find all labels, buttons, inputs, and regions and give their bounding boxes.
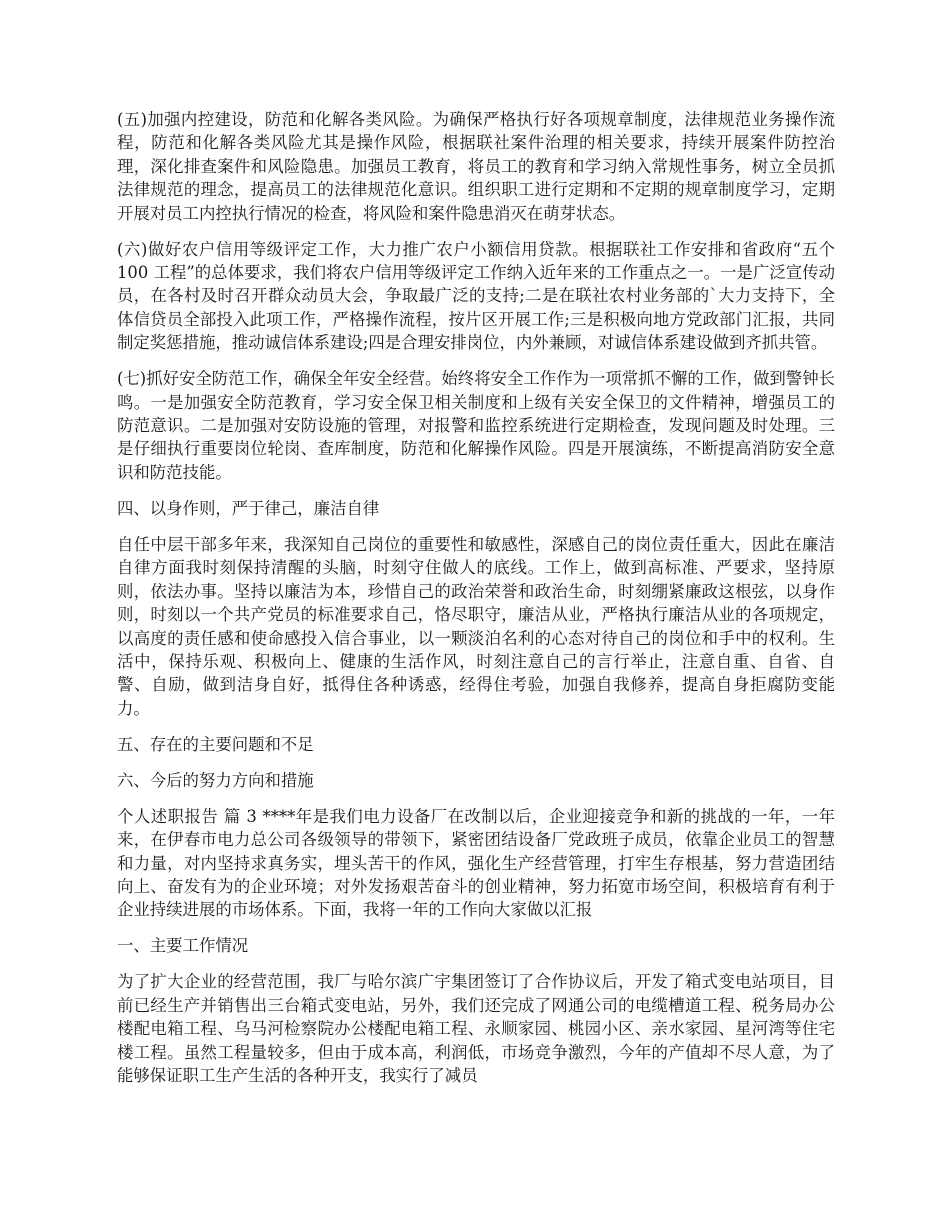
paragraph-credit-rating: (六)做好农户信用等级评定工作，大力推广农户小额信用贷款。根据联社工作安排和省政府“五个 100 工程”的总体要求，我们将农户信用等级评定工作纳入近年来的工作重点之一。一是广泛宣传动员，在各村及时召开群众动员大会，争取最广泛的支持;二是在联社农村业务部的`大力支持下，全体信贷员全部投入此项工作，严格操作流程，按片区开展工作;三是积极向地方党政部门汇报，共同制定奖惩措施，推动诚信体系建设;四是合理安排岗位，内外兼顾，对诚信体系建设做到齐抓共管。 xyxy=(117,239,835,353)
section-heading-main-work: 一、主要工作情况 xyxy=(117,936,249,956)
section-heading-future: 六、今后的努力方向和措施 xyxy=(117,770,314,790)
document-page xyxy=(117,108,835,1100)
paragraph-internal-control: (五)加强内控建设，防范和化解各类风险。为确保严格执行好各项规章制度，法律规范业务操作流程，防范和化解各类风险尤其是操作风险，根据联社案件治理的相关要求，持续开展案件防控治理，深化排查案件和风险隐患。加强员工教育，将员工的教育和学习纳入常规性事务，树立全员抓法律规范的理念，提高员工的法律规范化意识。组织职工进行定期和不定期的规章制度学习，定期开展对员工内控执行情况的检查，将风险和案件隐患消灭在萌芽状态。 xyxy=(117,110,835,223)
section-heading-problems: 五、存在的主要问题和不足 xyxy=(117,734,314,754)
paragraph-safety: (七)抓好安全防范工作，确保全年安全经营。始终将安全工作作为一项常抓不懈的工作，做到警钟长鸣。一是加强安全防范教育，学习安全保卫相关制度和上级有关安全保卫的文件精神，增强员工的防范意识。二是加强对安防设施的管理，对报警和监控系统进行定期检查，发现问题及时处理。三是仔细执行重要岗位轮岗、查库制度，防范和化解操作风险。四是开展演练，不断提高消防安全意识和防范技能。 xyxy=(117,369,835,482)
section-heading-integrity: 四、以身作则，严于律己，廉洁自律 xyxy=(117,498,380,518)
paragraph-main-work: 为了扩大企业的经营范围，我厂与哈尔滨广宇集团签订了合作协议后，开发了箱式变电站项目，目前已经生产并销售出三台箱式变电站，另外，我们还完成了网通公司的电缆槽道工程、税务局办公楼配电箱工程、乌马河检察院办公楼配电箱工程、永顺家园、桃园小区、亲水家园、星河湾等住宅楼工程。虽然工程量较多，但由于成本高，利润低，市场竞争激烈，今年的产值却不尽人意，为了能够保证职工生产生活的各种开支，我实行了减员 xyxy=(117,972,835,1085)
paragraph-integrity: 自任中层干部多年来，我深知自己岗位的重要性和敏感性，深感自己的岗位责任重大，因此在廉洁自律方面我时刻保持清醒的头脑，时刻守住做人的底线。工作上，做到高标准、严要求，坚持原则，依法办事。坚持以廉洁为本，珍惜自己的政治荣誉和政治生命，时刻绷紧廉政这根弦，以身作则，时刻以一个共产党员的标准要求自己，恪尽职守，廉洁从业，严格执行廉洁从业的各项规定，以高度的责任感和使命感投入信合事业，以一颗淡泊名利的心态对待自己的岗位和手中的权利。生活中，保持乐观、积极向上、健康的生活作风，时刻注意自己的言行举止，注意自重、自省、自警、自励，做到洁身自好，抵得住各种诱惑，经得住考验，加强自我修养，提高自身拒腐防变能力。 xyxy=(117,534,835,718)
paragraph-report-3-intro: 个人述职报告 篇 3 ****年是我们电力设备厂在改制以后，企业迎接竞争和新的挑战的一年，一年来，在伊春市电力总公司各级领导的带领下，紧密团结设备厂党政班子成员，依靠企业员工的智慧和力量，对内坚持求真务实，埋头苦干的作风，强化生产经营管理，打牢生存根基，努力营造团结向上、奋发有为的企业环境；对外发扬艰苦奋斗的创业精神，努力拓宽市场空间，积极培育有利于企业持续进展的市场体系。下面，我将一年的工作向大家做以汇报 xyxy=(117,806,835,920)
